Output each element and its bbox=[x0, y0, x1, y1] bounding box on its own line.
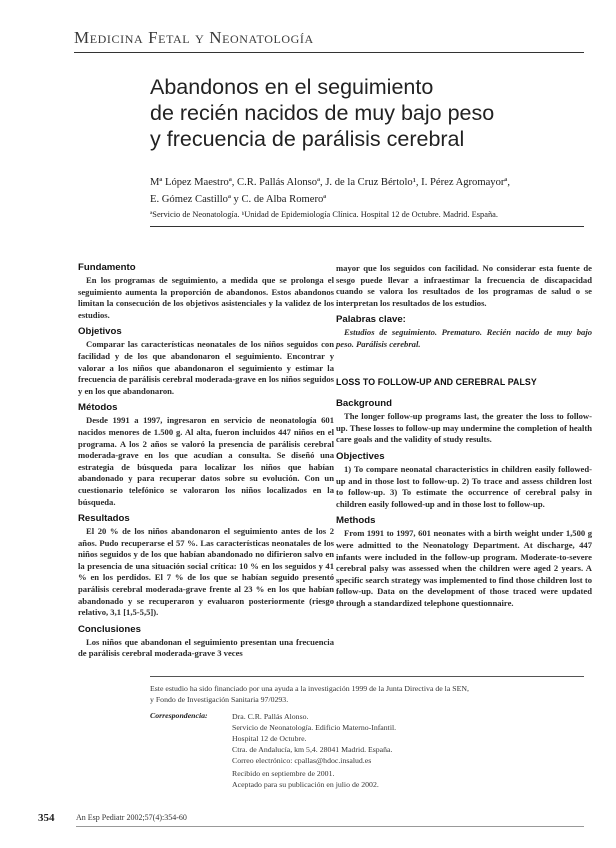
corr-line-3: Hospital 12 de Octubre. bbox=[232, 734, 307, 743]
corr-line-4: Ctra. de Andalucía, km 5,4. 28041 Madrid. España. bbox=[232, 745, 393, 754]
article-title bbox=[150, 74, 570, 152]
resultados-text: El 20 % de los niños abandonaron el seguimiento antes de los 2 años. Pudo recuperarse el 57 %. Las características neonatales de los niños seguidos y de los que habían abandonado no difirieron salvo en la presencia de una situación social crítica: 10 % en los seguidos y 41 % en los perdidos. El 7 % de los que se habían seguido presentó parálisis cerebral moderada-grave frente al 23 % en los que habían abandonado y se recuperaron y evaluaron posteriormente (riesgo relativo, 3,1 [1,5-5,5]). bbox=[78, 526, 334, 618]
header-rule bbox=[74, 52, 584, 53]
funding-line-1: Este estudio ha sido financiado por una ayuda a la investigación 1999 de la Junta Directiva de la SEN, bbox=[150, 684, 469, 693]
corr-line-1: Dra. C.R. Pallás Alonso. bbox=[232, 712, 309, 721]
title-line-3: y frecuencia de parálisis cerebral bbox=[150, 127, 465, 151]
authors-line-2: E. Gómez Castilloª y C. de Alba Romeroª bbox=[150, 194, 327, 205]
objectives-heading: Objectives bbox=[336, 450, 385, 462]
english-title: LOSS TO FOLLOW-UP AND CEREBRAL PALSY bbox=[336, 376, 537, 387]
correspondence-label: Correspondencia: bbox=[150, 711, 208, 720]
authors bbox=[150, 174, 590, 208]
title-line-1: Abandonos en el seguimiento bbox=[150, 75, 434, 99]
received-dates bbox=[232, 768, 582, 790]
funding-line-2: y Fondo de Investigación Sanitaria 97/0293. bbox=[150, 695, 289, 704]
conclusiones-text: Los niños que abandonan el seguimiento presentan una frecuencia de parálisis cerebral moderada-grave 3 veces bbox=[78, 636, 334, 659]
fundamento-text: En los programas de seguimiento, a medida que se prolonga el seguimiento aumenta la proporción de abandonos. Estos abandonos limitan la consecución de los objetivos asistenciales y la validez de los estudios. bbox=[78, 275, 334, 320]
palabras-clave-text: Estudios de seguimiento. Prematuro. Recién nacido de muy bajo peso. Parálisis cerebral. bbox=[336, 327, 592, 349]
title-line-2: de recién nacidos de muy bajo peso bbox=[150, 101, 495, 125]
accepted-line: Aceptado para su publicación en julio de 2002. bbox=[232, 780, 379, 789]
metodos-text: Desde 1991 a 1997, ingresaron en servicio de neonatología 601 nacidos menores de 1.500 g. Al alta, fueron incluidos 447 niños en el programa. A los 2 años se valoró la presencia de parálisis cerebral moderada-grave en los que acudían a consulta. Se diseñó una estrategia de búsqueda para localizar los niños que habían abandonado y para recuperar datos sobre su evolución. Con un cuestionario telefónico se valoraron los niños localizados en la búsqueda. bbox=[78, 415, 334, 507]
journal-citation: An Esp Pediatr 2002;57(4):354-60 bbox=[76, 813, 187, 822]
methods-heading: Methods bbox=[336, 515, 376, 527]
resultados-heading: Resultados bbox=[78, 513, 130, 525]
correspondence-address bbox=[232, 711, 582, 766]
objectives-text: 1) To compare neonatal characteristics in children easily followed-up and in those lost to follow-up. 2) To trace and assess children lost to follow-up. 3) To estimate the occurrence of cerebral palsy in children easily followed-up and in those lost to follow-up. bbox=[336, 463, 592, 509]
objetivos-heading: Objetivos bbox=[78, 326, 122, 338]
conclusiones-heading: Conclusiones bbox=[78, 623, 141, 635]
corr-line-2: Servicio de Neonatología. Edificio Materno-Infantil. bbox=[232, 723, 397, 732]
page-number: 354 bbox=[38, 812, 55, 824]
received-line: Recibido en septiembre de 2001. bbox=[232, 769, 335, 778]
authors-line-1: Mª López Maestroª, C.R. Pallás Alonsoª, J. de la Cruz Bértolo¹, I. Pérez Agromayorª, bbox=[150, 177, 510, 188]
abstract-left-column bbox=[78, 262, 334, 665]
palabras-clave-heading: Palabras clave: bbox=[336, 314, 406, 326]
background-heading: Background bbox=[336, 398, 392, 410]
corr-email: Correo electrónico: cpallas@hdoc.insalud.es bbox=[232, 756, 372, 765]
funding-note bbox=[150, 683, 584, 705]
background-text: The longer follow-up programs last, the greater the loss to follow-up. These losses to follow-up may undermine the completion of health care goals and the validity of study results. bbox=[336, 411, 592, 445]
metodos-heading: Métodos bbox=[78, 402, 118, 414]
conclusiones-text-continued: mayor que los seguidos con facilidad. No considerar esta fuente de sesgo puede llevar a infraestimar la frecuencia de discapacidad cuando se valora los resultados de los programas de salud o se interpretan los resultados de los estudios. bbox=[336, 263, 592, 308]
affiliation: ªServicio de Neonatología. ᵇUnidad de Epidemiología Clínica. Hospital 12 de Octubre. Madrid. España. bbox=[150, 210, 498, 219]
bottom-rule bbox=[76, 826, 584, 827]
footer-rule bbox=[150, 676, 584, 677]
abstract-right-column bbox=[336, 262, 592, 614]
objetivos-text: Comparar las características neonatales de los niños seguidos con facilidad y de los que abandonaron el seguimiento. Encontrar y valorar a los niños que abandonaron el seguimiento y estimar la frecuencia de parálisis cerebral moderada-grave en los niños seguidos y en los que abandonaron. bbox=[78, 339, 334, 396]
journal-section-header: Medicina Fetal y Neonatología bbox=[74, 28, 314, 47]
fundamento-heading: Fundamento bbox=[78, 262, 136, 273]
affiliation-rule bbox=[150, 226, 584, 227]
methods-text: From 1991 to 1997, 601 neonates with a birth weight under 1,500 g were admitted to the Neonatology Department. At discharge, 447 infants were included in the follow-up program. Moderate-to-severe cerebral palsy was assessed when the children were aged 2 years. A specific search strategy was implemented to find those children lost to follow-up. Data on the development of those traced were updated through a standardized telephone questionnaire. bbox=[336, 528, 592, 608]
